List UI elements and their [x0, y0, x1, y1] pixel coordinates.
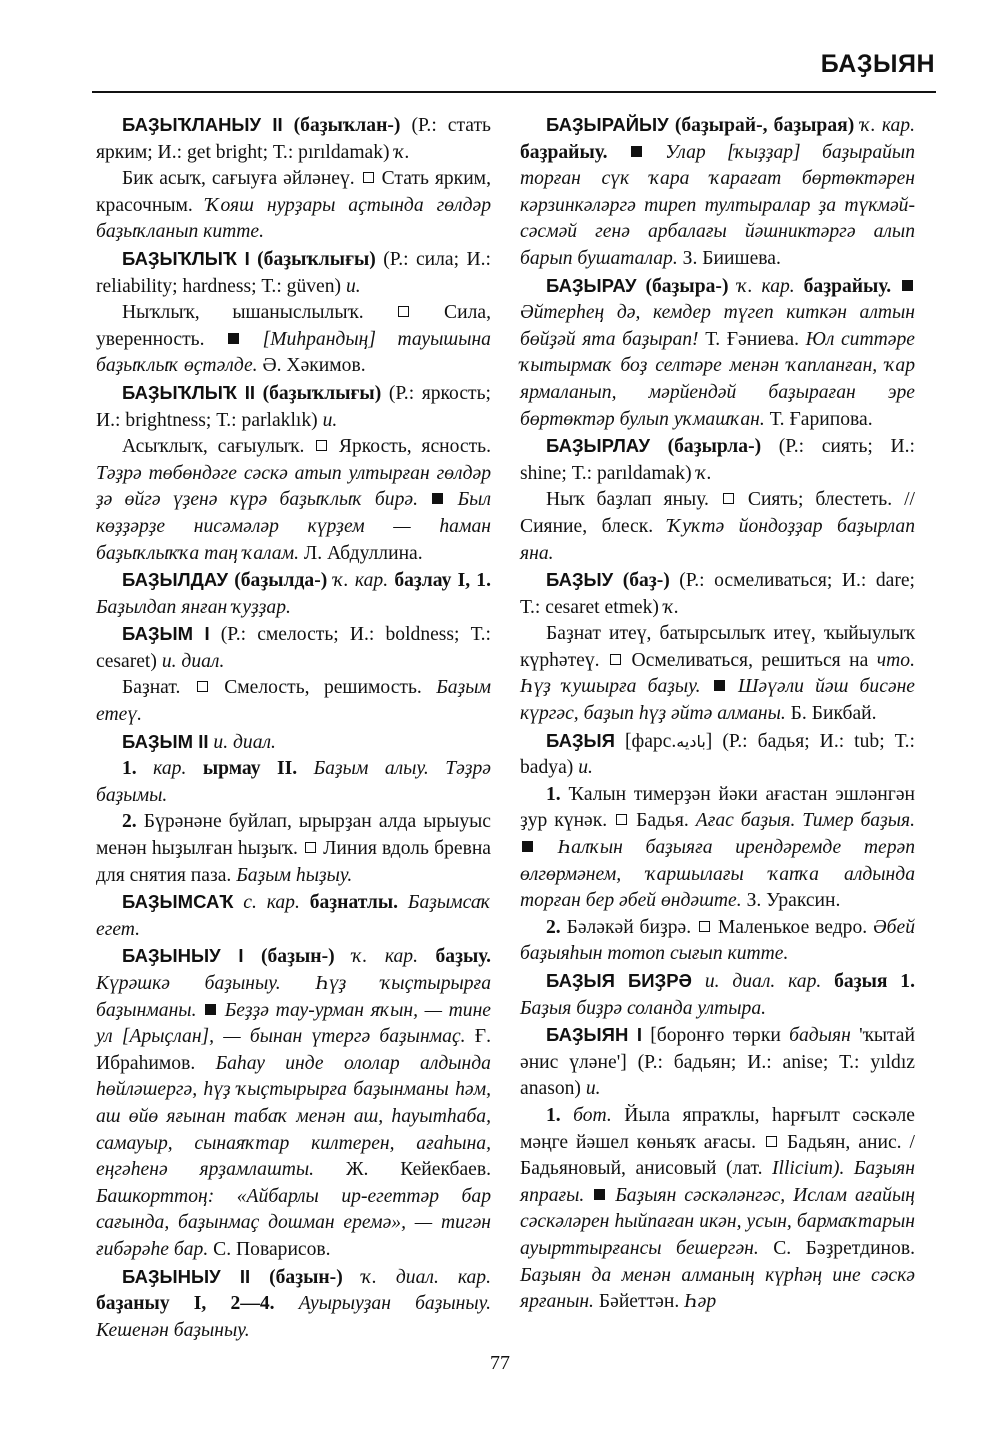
definition: Баҙнат итеү, батырсылыҡ итеү, ҡыйыулыҡ күрһәтеү. Осмеливаться, решиться на что. Һүҙ ҡушырға баҙыу. Шәүәли йәш бисәне күргәс, баҙып һүҙ әйтә алманы. Б. Бикбай.: [520, 623, 916, 725]
sense: 1. бот. Йыла япраҡлы, һарғылт сәскәле мәңге йәшел көньяҡ ағасы. Бадьян, анис. / Бадьяновый, анисовый (лат. Illicium). Баҙыян япрағы. Баҙыян сәскәләнгәс, Ислам ағайың сәскәләрен һыйпаған икән, усын, бармаҡтарын ауырттырғансы бешергән. С. Бәҙретдинов. Баҙыян да менән алманың күрһәң ине сәскә ярғанын. Бәйеттән. Һәр: [520, 1104, 916, 1313]
ru-square-icon: [766, 1136, 777, 1147]
example-square-icon: [205, 1004, 216, 1015]
headword: БАҘЫЯ БИҘРӘ: [546, 970, 692, 991]
headword: БАҘЫЛДАУ: [122, 569, 228, 591]
ru-square-icon: [197, 681, 208, 692]
headword: БАҘЫРАУ: [546, 274, 637, 296]
ru-square-icon: [363, 172, 374, 183]
headword: БАҘЫЯН I: [546, 1024, 642, 1046]
definition: Баҙнат. Смелость, решимость. Баҙым етеү.: [96, 677, 491, 726]
headword: БАҘЫҠЛЫҠ I: [122, 247, 250, 269]
ru-square-icon: [610, 654, 621, 665]
headword: БАҘЫНЫУ I: [122, 945, 244, 967]
definition: Бик асыҡ, сағыуға әйләнеү. Стать ярким, красочным. Ҡояш нурҙары аҫтында гөлдәр баҙыҡланып китте.: [96, 168, 491, 243]
sense: 2. Бүрәнәне буйлап, ырырҙан алда ырыуыс менән һыҙылған һыҙыҡ. Линия вдоль бревна для снятия паза. Баҙым һыҙыу.: [96, 811, 492, 886]
definition: Ныҡлыҡ, ышаныслылыҡ. Сила, уверенность. [Миһрандың] тауышына баҙыҡлыҡ өҫтәлде. Ә. Хәкимов.: [96, 302, 491, 377]
example-square-icon: [522, 841, 533, 852]
ru-square-icon: [316, 440, 327, 451]
headword: БАҘЫЯ: [546, 729, 615, 751]
sense: 1. Ҡалын тимерҙән йәки ағастан эшләнгән ҙур күнәк. Бадья. Ағас баҙыя. Тимер баҙыя. Һалҡын баҙыяға ирендәремде терәп өлгөрмәнем, ҡаршылағы ҡапҡа алдында торған бер әбей өндәште. З. Ураксин.: [520, 783, 916, 912]
example-square-icon: [432, 493, 443, 504]
headword: БАҘЫНЫУ II: [122, 1265, 251, 1287]
ru-square-icon: [398, 306, 409, 317]
entry: БАҘЫМ II и. диал.: [122, 730, 276, 753]
definition: Асыҡлыҡ, сағыулыҡ. Яркость, ясность. Тәҙрә төбөндәге сәскә атып ултырған гөлдәр ҙә өйгә үҙенә күрә баҙыҡлыҡ бирә. Был көҙҙәрҙе нисәмәләр күрҙем — һаман баҙыҡлыҡҡа таң ҡалам. Л. Абдуллина.: [96, 436, 492, 564]
entry: БАҘЫМСАҠ с. кар. баҙнатлы. Баҙымсаҡ егет.: [96, 891, 491, 940]
ru-square-icon: [305, 842, 316, 853]
headword: БАҘЫРАЙЫУ: [546, 114, 669, 135]
page-number: 77: [490, 1352, 510, 1374]
headword: БАҘЫҠЛАНЫУ II: [122, 114, 283, 135]
entry: БАҘЫҠЛЫҠ II (баҙыҡлығы) (Р.: яркость; И.: brightness; Т.: parlaklık) и.: [96, 381, 491, 431]
entry: БАҘЫУ (баҙ-) (Р.: осмеливаться; И.: dare; Т.: cesaret etmek) ҡ.: [520, 569, 915, 618]
example-square-icon: [714, 680, 725, 691]
running-head: БАҘЫЯН: [820, 50, 935, 78]
ru-square-icon: [616, 814, 627, 825]
entry: БАҘЫРАУ (баҙыра-) ҡ. кар. баҙрайыу. Әйтерһең дә, кемдер түгеп киткән алтын бөйҙәй ята баҙырап! Т. Ғәниева. Юл ситтәре ҡытырмаҡ боҙ селтәре менән ҡапланған, ҡар ярмаланып, мәрйендәй баҙыраған эре бөртөктәр булып уҡмашҡан. Т. Ғарипова.: [520, 274, 915, 430]
entry: БАҘЫМ I (Р.: смелость; И.: boldness; Т.: cesaret) и. диал.: [96, 623, 491, 672]
entry: БАҘЫНЫУ I (баҙын-) ҡ. кар. баҙыу. Күрәшкә баҙыныу. Һүҙ ҡыҫтырырға баҙынманы. Беҙҙә тау-урман яҡын, — тине ул [Арыҫлан], — бынан үтергә баҙынмаҫ. Ғ. Ибраһимов. Баһау инде ололар алдында һөйләшергә, һүҙ ҡыҫтырырға баҙынманы һәм, аш өйө яғынан табаҡ менән аш, һауытһаба, самауыр, сынаяҡтар килтерен, ағаһына, еңгәһенә ярҙамлашты. Ж. Кейекбаев. Башкорттоң: «Айбарлы ир-егеттәр бар сағында, баҙынмаҫ дошман еремә», — тигән ғибәрәһе бар. С. Поварисов.: [96, 945, 491, 1260]
headword: БАҘЫРЛАУ: [546, 435, 650, 457]
entry: БАҘЫНЫУ II (баҙын-) ҡ. диал. кар. баҙаныу I, 2—4. Ауырыуҙан баҙыныу. Кешенән баҙыныу.: [96, 1265, 491, 1341]
right-column: [520, 112, 915, 1316]
headword: БАҘЫМ II: [122, 730, 209, 752]
definition: Ныҡ баҙлап яныу. Сиять; блестеть. // Сияние, блеск. Ҡуҡтә йондоҙҙар баҙырлап яна.: [520, 489, 915, 564]
example-square-icon: [228, 333, 239, 344]
ru-square-icon: [723, 493, 734, 504]
headword: БАҘЫҠЛЫҠ II: [122, 381, 256, 403]
entry: БАҘЫҠЛАНЫУ II (баҙыҡлан-) (Р.: стать ярким; И.: get bright; Т.: pırıldamak) ҡ.: [96, 114, 491, 163]
headword: БАҘЫУ: [546, 569, 614, 591]
entry: БАҘЫЯ [фарс.باديه] (Р.: бадья; И.: tub; Т.: badya) и.: [520, 729, 915, 779]
ru-square-icon: [699, 921, 710, 932]
entry: БАҘЫЯ БИҘРӘ и. диал. кар. баҙыя 1. Баҙыя биҙрә соланда ултыра.: [520, 970, 915, 1019]
sense: 2. Бәләкәй биҙрә. Маленькое ведро. Әбей баҙыяһын тотоп сығып китте.: [520, 916, 916, 965]
example-square-icon: [631, 146, 642, 157]
headword: БАҘЫМ I: [122, 623, 210, 645]
headword: БАҘЫМСАҠ: [122, 891, 234, 913]
example-square-icon: [902, 280, 913, 291]
entry: БАҘЫҠЛЫҠ I (баҙыҡлығы) (Р.: сила; И.: reliability; hardness; Т.: güven) и.: [96, 247, 491, 297]
example-square-icon: [594, 1189, 605, 1200]
left-column: [96, 112, 491, 1344]
header-rule: [92, 91, 936, 93]
entry: БАҘЫРЛАУ (баҙырла-) (Р.: сиять; И.: shine; Т.: parıldamak) ҡ.: [520, 435, 915, 484]
entry: БАҘЫЛДАУ (баҙылда-) ҡ. кар. баҙлау I, 1. Баҙылдап янған ҡуҙҙар.: [96, 569, 492, 618]
sense: 1. кар. ырмау II. Баҙым алыу. Тәҙрә баҙымы.: [96, 758, 492, 806]
entry: БАҘЫРАЙЫУ (баҙырай-, баҙырая) ҡ. кар. баҙрайыу. Улар [ҡыҙҙар] баҙырайып торған сүк ҡара ҡарағат бөртөктәрен кәрзинкәләргә тиреп тултыралар ҙа түкмәй-сәсмәй генә арбалағы йәшниктәргә алып барып бушаталар. З. Биишева.: [520, 114, 915, 269]
entry: БАҘЫЯН I [боронғо төрки бадыян 'ҡытай әнис үләне'] (Р.: бадьян; И.: anise; Т.: yıldız anason) и.: [520, 1024, 915, 1100]
